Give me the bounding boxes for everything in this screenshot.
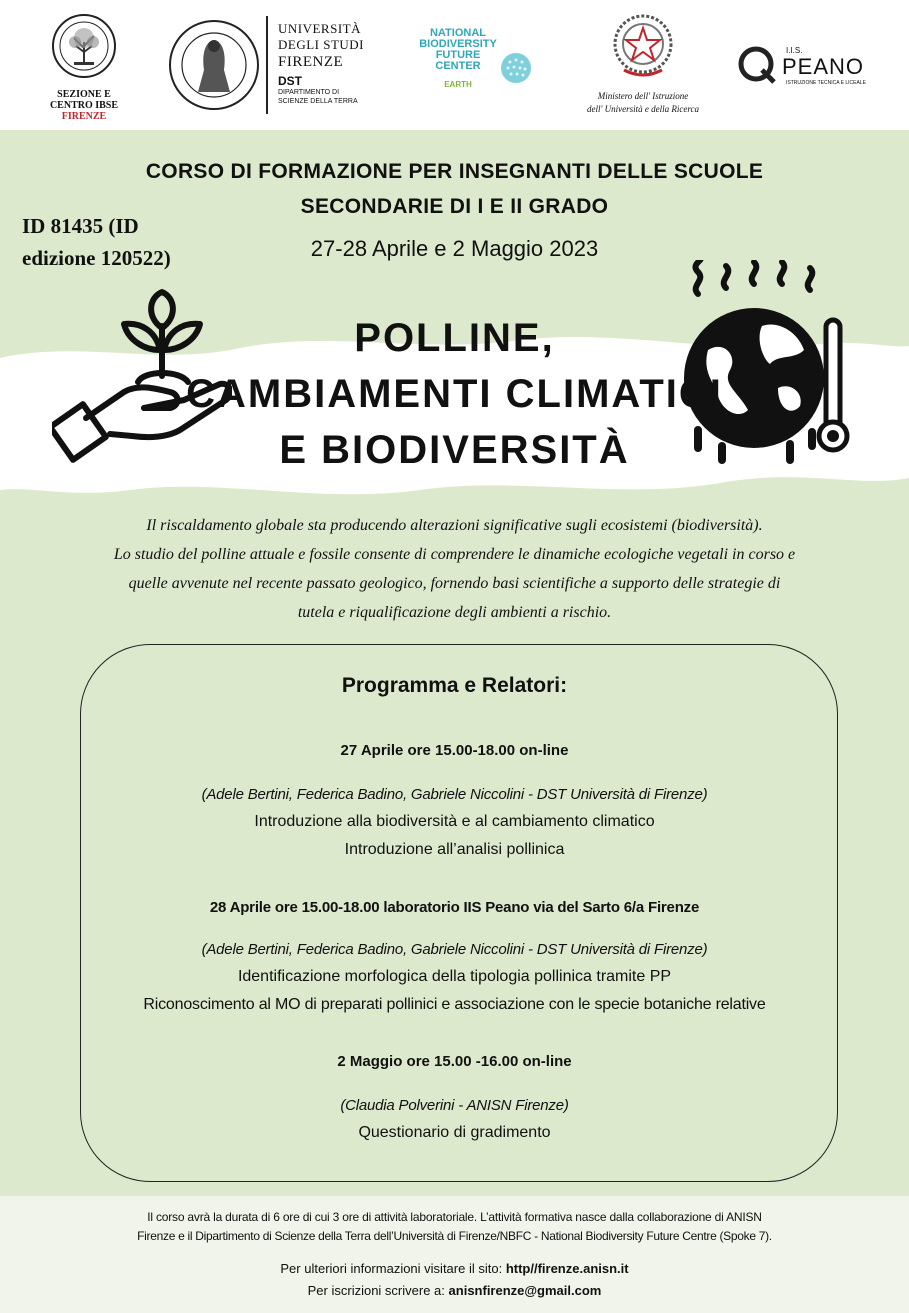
course-line1: CORSO DI FORMAZIONE PER INSEGNANTI DELLE SCUOLE [145,160,764,183]
ibse-line2: CENTRO IBSE [49,100,119,111]
session2-topic1: Identificazione morfologica della tipologia pollinica tramite PP [237,968,672,985]
nbfc-globe-icon [500,52,532,84]
session2-speakers: (Adele Bertini, Federica Badino, Gabriele Niccolini - DST Università di Firenze) [201,941,708,958]
peano-name: PEANO [782,54,865,79]
course-id-line2: edizione 120522) [22,246,171,270]
footer-line2: Firenze e il Dipartimento di Scienze della Terra dell’Università di Firenze/NBFC - National Biodiversity Future Centre (Spoke 7). [137,1229,772,1243]
footer-info-prefix: Per ulteriori informazioni visitare il sito: [280,1261,503,1276]
logo-strip [0,0,909,130]
session1-topic1: Introduzione alla biodiversità e al cambiamento climatico [254,813,655,830]
peano-small: I.I.S. [786,46,803,55]
intro-line4: tutela e riqualificazione degli ambienti a rischio. [297,604,612,621]
title-line3: E BIODIVERSITÀ [279,428,630,472]
session3-date: 2 Maggio ore 15.00 -16.00 on-line [337,1053,572,1070]
program-heading: Programma e Relatori: [341,674,568,697]
ministero-line1: Ministero dell' Istruzione [597,91,689,101]
unifi-line2: DEGLI STUDI [278,37,365,52]
peano-tagline: ISTRUZIONE TECNICA E LICEALE [786,80,866,86]
footer-mail [0,1283,909,1298]
ibse-tree-seal-icon [44,12,124,80]
session1-date: 27 Aprile ore 15.00-18.00 on-line [340,742,569,759]
unifi-dept-code: DST [278,74,302,88]
unifi-line3: FIRENZE [278,54,344,70]
nbfc-line1: NATIONAL [429,27,486,39]
title-line1: POLLINE, [354,316,555,360]
footer-mail-prefix: Per iscrizioni scrivere a: [307,1283,445,1298]
footer-mail-link[interactable]: anisnfirenze@gmail.com [448,1283,602,1298]
unifi-divider [266,16,268,114]
nbfc-line3: FUTURE [435,49,481,61]
footer-line1: Il corso avrà la durata di 6 ore di cui 3 ore di attività laboratoriale. L’attività formativa nasce dalla collaborazione di ANISN [147,1210,762,1224]
course-line2: SECONDARIE DI I E II GRADO [300,195,609,218]
nbfc-line4: CENTER [435,60,481,72]
nbfc-line2: BIODIVERSITY [419,38,497,50]
ministero-logo [568,10,718,122]
intro-line2: Lo studio del polline attuale e fossile consente di comprendere le dinamiche ecologiche vegetali in corso e [113,546,796,563]
ibse-line3: FIRENZE [61,111,107,122]
footer [0,1196,909,1313]
ibse-line1: SEZIONE E [57,89,111,100]
session1-topic2: Introduzione all’analisi pollinica [344,841,565,858]
intro-line1: Il riscaldamento globale sta producendo alterazioni significative sugli ecosistemi (biodiversità). [146,517,763,534]
footer-info [0,1261,909,1276]
republic-emblem-icon [610,10,676,82]
unifi-dept-line1: DIPARTIMENTO DI [278,89,340,96]
nbfc-logo [412,28,542,108]
intro-line3: quelle avvenute nel recente passato geologico, fornendo basi scientifiche a supporto delle strategie di [128,575,781,592]
session3-topic1: Questionario di gradimento [358,1124,551,1141]
peano-logo [738,44,878,88]
peano-q-icon [738,44,778,84]
footer-info-link[interactable]: http//firenze.anisn.it [505,1261,629,1276]
title-line2: CAMBIAMENTI CLIMATICI [186,372,723,416]
session2-topic2: Riconoscimento al MO di preparati pollinici e associazione con le specie botaniche relative [143,996,766,1013]
ministero-line2: dell' Università e della Ricerca [586,104,700,114]
unifi-logo [168,12,368,122]
session2-date: 28 Aprile ore 15.00-18.00 laboratorio IIS Peano via del Sarto 6/a Firenze [209,899,700,916]
unifi-dept-line2: SCIENZE DELLA TERRA [278,98,358,105]
course-id-line1: ID 81435 (ID [22,214,139,238]
session3-speakers: (Claudia Polverini - ANISN Firenze) [340,1097,569,1114]
unifi-line1: UNIVERSITÀ [278,21,361,36]
unifi-seal-icon [168,12,260,118]
course-dates: 27-28 Aprile e 2 Maggio 2023 [310,236,599,261]
session1-speakers: (Adele Bertini, Federica Badino, Gabriele Niccolini - DST Università di Firenze) [201,786,708,803]
ibse-logo [44,12,124,122]
nbfc-line5: EARTH [444,80,472,89]
